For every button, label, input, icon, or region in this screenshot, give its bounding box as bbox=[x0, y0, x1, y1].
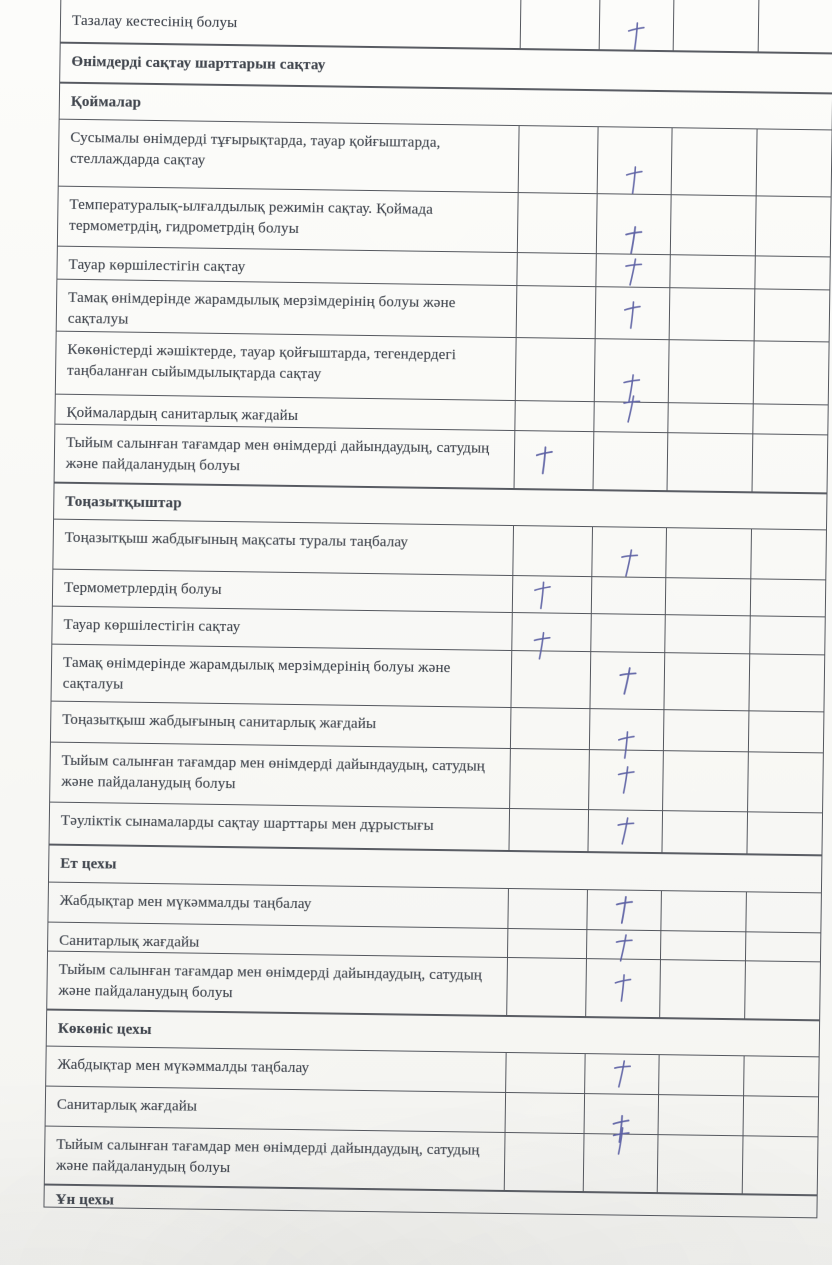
row-label: Тауар көршілестігін сақтау bbox=[52, 607, 512, 650]
check-cell-3 bbox=[658, 1135, 744, 1193]
checklist-row bbox=[58, 187, 831, 258]
check-cell-2 bbox=[590, 709, 665, 750]
checklist-row bbox=[59, 120, 832, 198]
checkmark-ink-icon bbox=[623, 164, 645, 196]
checklist-row bbox=[45, 1127, 818, 1196]
check-cell-2 bbox=[590, 652, 665, 709]
check-cell-1 bbox=[513, 576, 592, 613]
check-cell-4 bbox=[744, 1056, 821, 1096]
check-cell-3 bbox=[659, 1095, 745, 1135]
row-label: Тәуліктік сынамаларды сақтау шарттары мен дұрыстығы bbox=[50, 803, 511, 850]
check-cell-4 bbox=[755, 289, 832, 345]
check-cell-4 bbox=[753, 434, 830, 492]
check-cell-3 bbox=[668, 433, 754, 491]
checkmark-ink-icon bbox=[613, 894, 634, 925]
check-cell-3 bbox=[660, 960, 746, 1018]
check-cell-4 bbox=[756, 196, 832, 256]
check-cell-4 bbox=[751, 529, 828, 579]
row-label: Санитарлық жағдайы bbox=[46, 1087, 506, 1132]
check-cell-4 bbox=[750, 616, 827, 654]
checklist-row bbox=[47, 952, 820, 1021]
row-label: Тыйым салынған тағамдар мен өнімдерді дайындаудың, сатудың және пайдаланудың болуы bbox=[55, 425, 516, 488]
check-cell-2 bbox=[598, 127, 673, 194]
check-cell-4 bbox=[754, 341, 831, 404]
check-cell-1 bbox=[511, 651, 591, 708]
check-cell-2 bbox=[587, 890, 662, 930]
check-cell-2 bbox=[584, 1134, 659, 1192]
checkmark-ink-icon bbox=[621, 299, 643, 331]
check-cell-4 bbox=[749, 654, 826, 711]
check-cell-4 bbox=[745, 961, 822, 1019]
check-cell-1 bbox=[521, 0, 601, 49]
check-cell-4 bbox=[746, 892, 823, 932]
section-title: Өнімдерді сақтау шарттарын сақтау bbox=[71, 53, 326, 74]
check-cell-4 bbox=[743, 1136, 820, 1194]
check-cell-1 bbox=[519, 126, 599, 193]
checkmark-ink-icon bbox=[533, 445, 555, 477]
check-cell-3 bbox=[662, 811, 748, 853]
check-cell-1 bbox=[517, 286, 597, 342]
check-cell-4 bbox=[749, 711, 826, 752]
row-label: Тауар көршілестігін сақтау bbox=[57, 247, 517, 288]
check-cell-1 bbox=[517, 253, 596, 289]
check-cell-1 bbox=[511, 708, 591, 749]
check-cell-1 bbox=[505, 1133, 585, 1191]
checkmark-ink-icon bbox=[625, 20, 647, 52]
check-cell-2 bbox=[596, 287, 671, 343]
check-cell-3 bbox=[661, 891, 747, 931]
checkmark-ink-icon bbox=[612, 972, 634, 1004]
check-cell-1 bbox=[508, 889, 588, 929]
check-cell-3 bbox=[672, 128, 758, 195]
checklist-row bbox=[55, 425, 828, 494]
row-label: Тыйым салынған тағамдар мен өнімдерді дайындаудың, сатудың және пайдаланудың болуы bbox=[45, 1127, 506, 1190]
check-cell-2 bbox=[591, 614, 666, 652]
section-title: Ұн цехы bbox=[55, 1191, 115, 1209]
check-cell-1 bbox=[512, 613, 592, 651]
row-label: Жабдықтар мен мүкәммалды таңбалау bbox=[46, 1047, 506, 1092]
row-label: Тыйым салынған тағамдар мен өнімдерді дайындаудың, сатудың және пайдаланудың болуы bbox=[47, 952, 508, 1015]
checkmark-ink-icon bbox=[615, 764, 636, 795]
row-label: Тыйым салынған тағамдар мен өнімдерді дайындаудың, сатудың және пайдаланудың болуы bbox=[50, 743, 511, 808]
check-cell-3 bbox=[665, 615, 751, 653]
checklist-row bbox=[56, 332, 829, 406]
row-label: Тамақ өнімдерінде жарамдылық мерзімдерінің болуы және сақталуы bbox=[57, 280, 518, 342]
check-cell-3 bbox=[671, 195, 757, 255]
checkmark-ink-icon bbox=[622, 256, 645, 288]
check-cell-1 bbox=[507, 958, 587, 1016]
check-cell-3 bbox=[659, 1055, 745, 1095]
check-cell-3 bbox=[669, 340, 755, 403]
check-cell-1 bbox=[506, 1093, 586, 1133]
check-cell-1 bbox=[510, 749, 590, 809]
check-cell-2 bbox=[586, 959, 661, 1017]
check-cell-3 bbox=[670, 288, 756, 345]
check-cell-4 bbox=[744, 1096, 821, 1136]
checkmark-ink-icon bbox=[531, 579, 553, 611]
section-title: Қоймалар bbox=[70, 93, 142, 111]
section-title: Тоңазытқыштар bbox=[65, 493, 182, 512]
check-cell-4 bbox=[747, 812, 824, 854]
checkmark-ink-icon bbox=[614, 815, 637, 847]
check-cell-3 bbox=[664, 653, 750, 710]
check-cell-4 bbox=[751, 579, 827, 616]
check-cell-2 bbox=[585, 1054, 660, 1094]
check-cell-3 bbox=[670, 255, 755, 291]
row-label: Термометрлердің болуы bbox=[53, 570, 513, 612]
check-cell-2 bbox=[594, 432, 669, 490]
check-cell-3 bbox=[664, 710, 750, 751]
check-cell-4 bbox=[759, 0, 832, 52]
check-cell-1 bbox=[518, 193, 598, 253]
check-cell-2 bbox=[600, 0, 675, 50]
section-title: Көкөніс цехы bbox=[57, 1020, 152, 1039]
check-cell-3 bbox=[674, 0, 760, 51]
check-cell-2 bbox=[592, 527, 667, 577]
check-cell-1 bbox=[516, 338, 596, 401]
check-cell-2 bbox=[597, 194, 672, 254]
check-cell-3 bbox=[666, 528, 752, 578]
check-cell-4 bbox=[757, 129, 832, 196]
row-label: Тоңазытқыш жабдығының мақсаты туралы таңбалау bbox=[53, 520, 514, 575]
row-label: Жабдықтар мен мүкәммалды таңбалау bbox=[48, 883, 508, 928]
check-cell-2 bbox=[592, 577, 666, 614]
checkmark-ink-icon bbox=[610, 1125, 631, 1156]
checkmark-ink-icon bbox=[620, 393, 643, 425]
checkmark-ink-icon bbox=[617, 547, 640, 579]
check-cell-2 bbox=[596, 254, 670, 290]
section-title: Ет цехы bbox=[60, 855, 117, 873]
checkmark-ink-icon bbox=[616, 664, 639, 696]
row-label: Көкөністерді жәшіктерде, тауар қойғыштарда, тегендердегі таңбаланған сыйымдылықтарда сақтау bbox=[56, 332, 517, 400]
check-cell-3 bbox=[666, 578, 751, 615]
check-cell-4 bbox=[748, 752, 825, 812]
check-cell-2 bbox=[588, 810, 663, 852]
check-cell-4 bbox=[755, 256, 831, 292]
row-label: Температуралық-ылғалдылық режимін сақтау. Қоймада термометрдің, гидрометрдің болуы bbox=[58, 187, 519, 252]
check-cell-1 bbox=[509, 809, 589, 851]
row-label: Қоймалардың санитарлық жағдайы bbox=[55, 395, 515, 436]
check-cell-1 bbox=[506, 1053, 586, 1093]
checkmark-ink-icon bbox=[623, 225, 644, 256]
check-cell-3 bbox=[663, 751, 749, 811]
checklist-table bbox=[43, 0, 832, 1218]
checklist-row bbox=[50, 743, 823, 814]
check-cell-1 bbox=[513, 526, 593, 576]
checkmark-ink-icon bbox=[610, 1058, 633, 1090]
checklist-row bbox=[52, 645, 825, 713]
row-label: Тамақ өнімдерінде жарамдылық мерзімдерінің болуы және сақталуы bbox=[52, 645, 513, 707]
check-cell-2 bbox=[589, 750, 664, 810]
row-label: Санитарлық жағдайы bbox=[48, 923, 508, 964]
row-label: Тоңазытқыш жабдығының санитарлық жағдайы bbox=[51, 702, 512, 748]
row-label: Тазалау кестесінің болуы bbox=[61, 0, 522, 48]
check-cell-1 bbox=[515, 431, 595, 489]
row-label: Сусымалы өнімдерді тұғырықтарда, тауар қойғыштарда, стеллаждарда сақтау bbox=[59, 120, 520, 192]
